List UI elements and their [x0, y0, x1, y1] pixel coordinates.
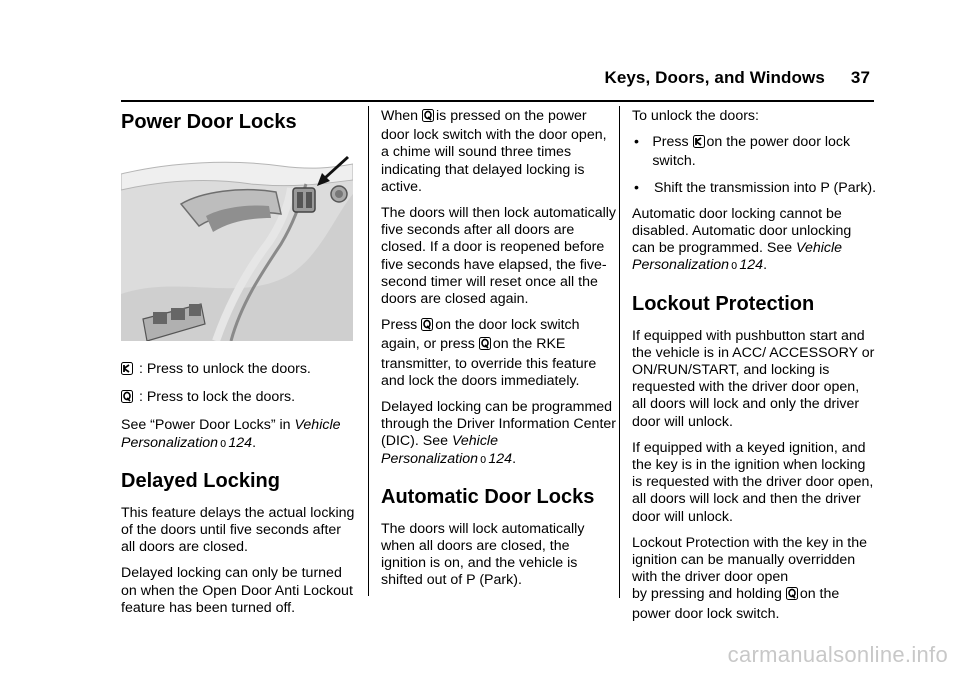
heading-power-door-locks: Power Door Locks — [121, 111, 297, 133]
column-2 — [381, 108, 616, 599]
bullet: • — [634, 179, 639, 196]
col3-p5 — [632, 586, 877, 622]
running-header — [604, 68, 870, 88]
see-reference: See “Power Door Locks” in Vehicle Personalization 0 124. — [121, 417, 341, 451]
lock-legend-text: : Press to lock the doors. — [135, 389, 296, 406]
col3-p1: Automatic door locking cannot be disabled. Automatic door unlocking can be programmed. See Vehicle Personalization 0 124. — [632, 205, 852, 274]
col2-p4-a: Delayed locking can be programmed through the Driver Information Center (DIC). See — [381, 399, 616, 450]
heading-lockout-protection: Lockout Protection — [632, 292, 815, 315]
unlock-legend — [121, 361, 359, 380]
door-lock-figure — [121, 154, 353, 341]
bullet-1-text — [652, 134, 877, 170]
col2-p2: The doors will then lock automatically five seconds after all doors are closed. If a door is reopened before five seconds have elapsed, the five-second timer will reset once all the doors are closed again. — [381, 205, 616, 308]
bullet-1-b: on the power door lock switch. — [652, 134, 851, 170]
delayed-p1: This feature delays the actual locking of the doors until five seconds after all doors are closed. — [121, 504, 355, 556]
page-number: 37 — [850, 68, 870, 87]
col2-p4: Delayed locking can be programmed through the Driver Information Center (DIC). See Vehicle Personalization 0 124. — [381, 399, 616, 467]
page-ref-icon: 0 — [220, 438, 227, 450]
delayed-p2: Delayed locking can only be turned on when the Open Door Anti Lockout feature has been turned off. — [121, 565, 353, 616]
section-title: Keys, Doors, and Windows — [604, 68, 825, 87]
bullet-2-text: Shift the transmission into P (Park). — [654, 179, 877, 196]
column-divider-1 — [368, 106, 369, 596]
unlock-icon — [121, 362, 133, 380]
unlock-icon — [693, 135, 705, 153]
heading-delayed-locking: Delayed Locking — [121, 469, 280, 492]
header-rule — [121, 100, 874, 102]
unlock-legend-text: : Press to unlock the doors. — [135, 361, 311, 377]
column-divider-2 — [619, 106, 620, 598]
column-1 — [121, 108, 359, 626]
bullet: • — [634, 134, 639, 151]
list-item — [632, 134, 877, 170]
col3-intro: To unlock the doors: — [632, 108, 759, 124]
lock-icon — [121, 390, 133, 408]
lock-icon — [479, 337, 491, 355]
col3-p1-link[interactable]: Vehicle Personalization — [632, 240, 843, 274]
col2-p1-b: is pressed on the power door lock switch with the door open, a chime will sound three times indicating that delayed locking is active. — [381, 108, 607, 195]
page-ref-icon: 0 — [480, 454, 487, 466]
bullet-1-a: Press — [652, 134, 689, 151]
lock-legend — [121, 389, 359, 408]
lock-icon — [421, 318, 433, 336]
col3-p4: Lockout Protection with the key in the ignition can be manually overridden with the driver door open — [632, 534, 868, 586]
col2-p3-a: Press — [381, 317, 418, 334]
col2-p3 — [381, 317, 616, 390]
page-ref-icon: 0 — [731, 261, 738, 273]
col3-p3: If equipped with a keyed ignition, and the key is in the ignition when locking is requested with the driver door open, all doors will lock and then the driver door will unlock. — [632, 439, 874, 525]
col2-p1-a: When — [381, 108, 419, 124]
col3-p2: If equipped with pushbutton start and the vehicle is in ACC/ ACCESSORY or ON/RUN/START, and locking is requested with the driver door open, all doors will lock and only the driver door will unlock. — [632, 327, 875, 430]
see-reference-page: 124 — [228, 434, 253, 451]
col3-p1-a: Automatic door locking cannot be disabled. Automatic door unlocking can be programmed. See — [632, 205, 852, 257]
col2-p3-b: on the door lock switch again, or press — [381, 317, 580, 353]
heading-automatic-door-locks: Automatic Door Locks — [381, 485, 595, 508]
col3-p5-b: on the power door lock switch. — [632, 586, 840, 622]
col2-p5: The doors will lock automatically when all doors are closed, the ignition is on, and the vehicle is shifted out of P (Park). — [381, 520, 585, 589]
watermark: carmanualsonline.info — [727, 642, 948, 667]
col2-p3-c: on the RKE transmitter, to override this feature and lock the doors immediately. — [381, 336, 597, 389]
col2-p1 — [381, 108, 616, 196]
col2-p4-page: 124 — [488, 450, 513, 467]
column-3 — [632, 108, 877, 632]
see-reference-text: See “Power Door Locks” in — [121, 417, 295, 434]
col2-p4-link[interactable]: Vehicle Personalization — [381, 433, 498, 467]
lock-icon — [786, 587, 798, 605]
col3-p1-page: 124 — [739, 257, 764, 274]
lock-icon — [422, 109, 434, 127]
col3-p5-a: by pressing and holding — [632, 586, 782, 603]
see-reference-link[interactable]: Vehicle Personalization — [121, 417, 341, 451]
list-item — [632, 180, 877, 197]
